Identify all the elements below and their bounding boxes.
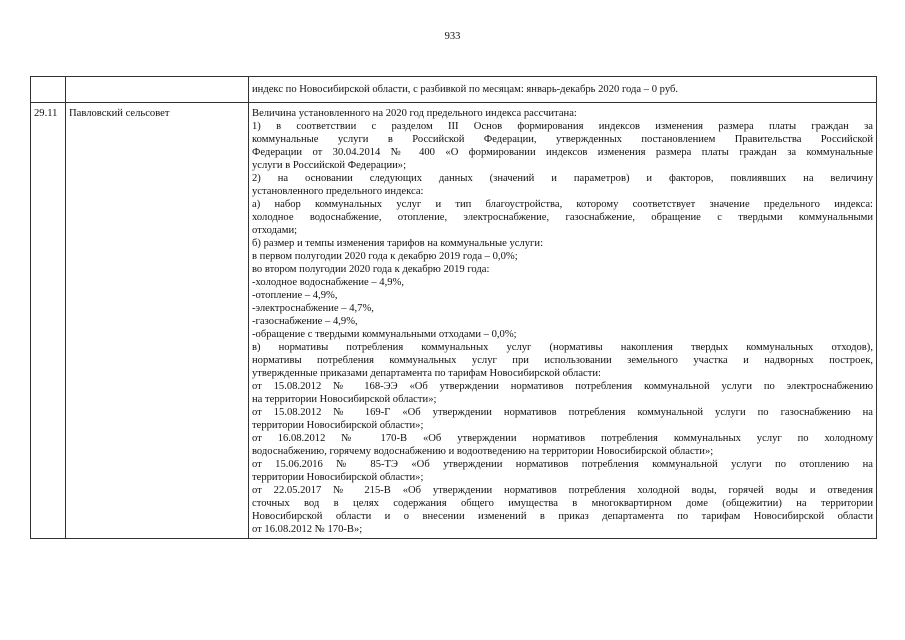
description-line: -обращение с твердыми коммунальными отходами – 0,0%; [252, 329, 517, 340]
description-line: б) размер и темпы изменения тарифов на коммунальные услуги: [252, 238, 544, 249]
description-line: -холодное водоснабжение – 4,9%, [252, 277, 404, 288]
description-line: от 16.08.2012 № 170-В «Об утверждении нормативов потребления коммунальных услуг по холодному [252, 433, 873, 444]
description-line: услуги в Российской Федерации»; [252, 160, 407, 171]
description-line: отходами; [252, 225, 298, 236]
description-line: Величина установленного на 2020 год предельного индекса рассчитана: [252, 108, 577, 119]
description-line: водоснабжению, горячему водоснабжению и водоотведению на территории Новосибирской области»; [252, 446, 714, 457]
description-line: коммунальные услуги в Российской Федерации, утвержденных постановлением Правительства Российской [252, 134, 873, 145]
description-line: утвержденные приказами департамента по тарифам Новосибирской области: [252, 368, 601, 379]
description-line: от 15.08.2012 № 168-ЭЭ «Об утверждении нормативов потребления коммунальной услуги по электроснабжению [252, 381, 873, 392]
entry-number: 29.11 [34, 108, 58, 119]
description-line: нормативы потребления коммунальных услуг при использовании земельного участка и надворных построек, [252, 355, 873, 366]
continuation-text: индекс по Новосибирской области, с разбивкой по месяцам: январь-декабрь 2020 года – 0 руб. [252, 84, 679, 95]
cell-description [249, 77, 877, 103]
tariff-index-table [30, 76, 877, 539]
description-line: -электроснабжение – 4,7%, [252, 303, 374, 314]
description-line: -отопление – 4,9%, [252, 290, 338, 301]
description-line: установленного предельного индекса: [252, 186, 424, 197]
table-row-continuation [31, 77, 877, 103]
description-line: от 16.08.2012 № 170-В»; [252, 524, 363, 535]
description-line: Новосибирской области и о внесении изменений в приказ департамента по тарифам Новосибирской области [252, 511, 873, 522]
description-line: 2) на основании следующих данных (значений и параметров) и факторов, повлиявших на величину [252, 173, 873, 184]
description-line: территории Новосибирской области»; [252, 420, 424, 431]
cell-municipality [66, 103, 249, 539]
description-line: 1) в соответствии с разделом III Основ формирования индексов изменения размера платы граждан за [252, 121, 873, 132]
description-line: во втором полугодии 2020 года к декабрю 2019 года: [252, 264, 490, 275]
cell-description [249, 103, 877, 539]
description-line: на территории Новосибирской области»; [252, 394, 437, 405]
description-line: Федерации от 30.04.2014 № 400 «О формировании индексов изменения размера платы граждан за коммунальные [252, 147, 873, 158]
page-number: 933 [444, 31, 461, 42]
description-line: сточных вод в целях содержания общего имущества в многоквартирном доме (общежитии) на территории [252, 498, 873, 509]
description-line: -газоснабжение – 4,9%, [252, 316, 358, 327]
entry-description [249, 103, 876, 538]
cell-municipality [66, 77, 249, 103]
description-line: в) нормативы потребления коммунальных услуг (нормативы накопления твердых коммунальных отходов), [252, 342, 873, 353]
cell-number [31, 77, 66, 103]
description-line: холодное водоснабжение, отопление, электроснабжение, газоснабжение, обращение с твердыми коммунальными [252, 212, 873, 223]
table-row-entry [31, 103, 877, 539]
description-line: от 22.05.2017 № 215-В «Об утверждении нормативов потребления холодной воды, горячей воды и отведения [252, 485, 873, 496]
description-line: от 15.08.2012 № 169-Г «Об утверждении нормативов потребления коммунальной услуги по газоснабжению на [252, 407, 873, 418]
description-line: от 15.06.2016 № 85-ТЭ «Об утверждении нормативов потребления коммунальной услуги по отоплению на [252, 459, 873, 470]
description-line: а) набор коммунальных услуг и тип благоустройства, которому соответствует значение предельного индекса: [252, 199, 873, 210]
description-line: в первом полугодии 2020 года к декабрю 2019 года – 0,0%; [252, 251, 518, 262]
cell-number [31, 103, 66, 539]
description-line: территории Новосибирской области»; [252, 472, 424, 483]
entry-municipality-name: Павловский сельсовет [69, 108, 170, 119]
